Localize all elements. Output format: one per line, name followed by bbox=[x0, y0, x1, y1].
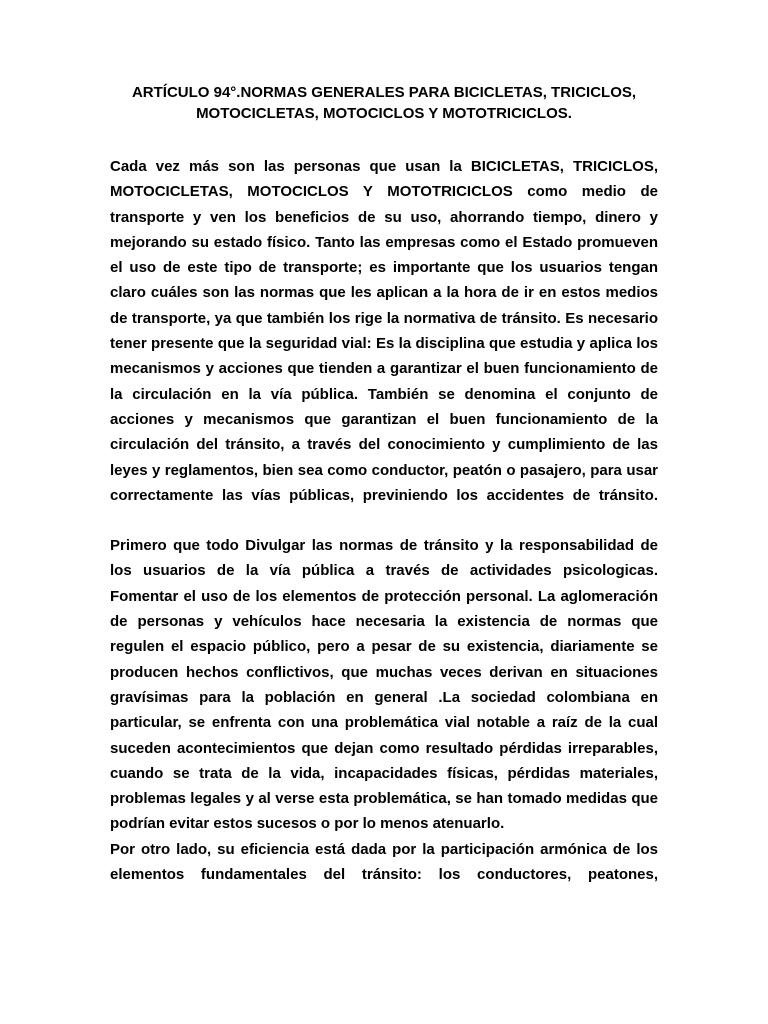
article-title bbox=[110, 82, 658, 124]
article-title-line-2: MOTOCICLETAS, MOTOCICLOS Y MOTOTRICICLOS. bbox=[196, 105, 572, 122]
paragraph-spacer bbox=[110, 508, 658, 533]
article-title-line-1: ARTÍCULO 94°.NORMAS GENERALES PARA BICICLETAS, TRICICLOS, bbox=[131, 84, 637, 101]
paragraph-1: Cada vez más son las personas que usan la BICICLETAS, TRICICLOS, MOTOCICLETAS, MOTOCICLOS Y MOTOTRICICLOS como medio de transporte y ven los beneficios de su uso, ahorrando tiempo, dinero y mejorando su estado físico. Tanto las empresas como el Estado promueven el uso de este tipo de transporte; es importante que los usuarios tengan claro cuáles son las normas que les aplican a la hora de ir en estos medios de transporte, ya que también los rige la normativa de tránsito. Es necesario tener presente que la seguridad vial: Es la disciplina que estudia y aplica los mecanismos y acciones que tienden a garantizar el buen funcionamiento de la circulación en la vía pública. También se denomina el conjunto de acciones y mecanismos que garantizan el buen funcionamiento de la circulación del tránsito, a través del conocimiento y cumplimiento de las leyes y reglamentos, bien sea como conductor, peatón o pasajero, para usar correctamente las vías públicas, previniendo los accidentes de tránsito. bbox=[110, 158, 658, 504]
paragraph-3: Por otro lado, su eficiencia está dada por la participación armónica de los elementos fundamentales del tránsito: los conductores, peatones, bbox=[110, 840, 658, 884]
paragraph-2: Primero que todo Divulgar las normas de tránsito y la responsabilidad de los usuarios de la vía pública a través de actividades psicologicas. Fomentar el uso de los elementos de protección personal. La aglomeración de personas y vehículos hace necesaria la existencia de normas que regulen el espacio público, pero a pesar de su existencia, diariamente se producen hechos conflictivos, que muchas veces derivan en situaciones gravísimas para la población en general .La sociedad colombiana en particular, se enfrenta con una problemática vial notable a raíz de la cual suceden acontecimientos que dejan como resultado pérdidas irreparables, cuando se trata de la vida, incapacidades físicas, pérdidas materiales, problemas legales y al verse esta problemática, se han tomado medidas que podrían evitar estos sucesos o por lo menos atenuarlo. bbox=[110, 537, 658, 833]
